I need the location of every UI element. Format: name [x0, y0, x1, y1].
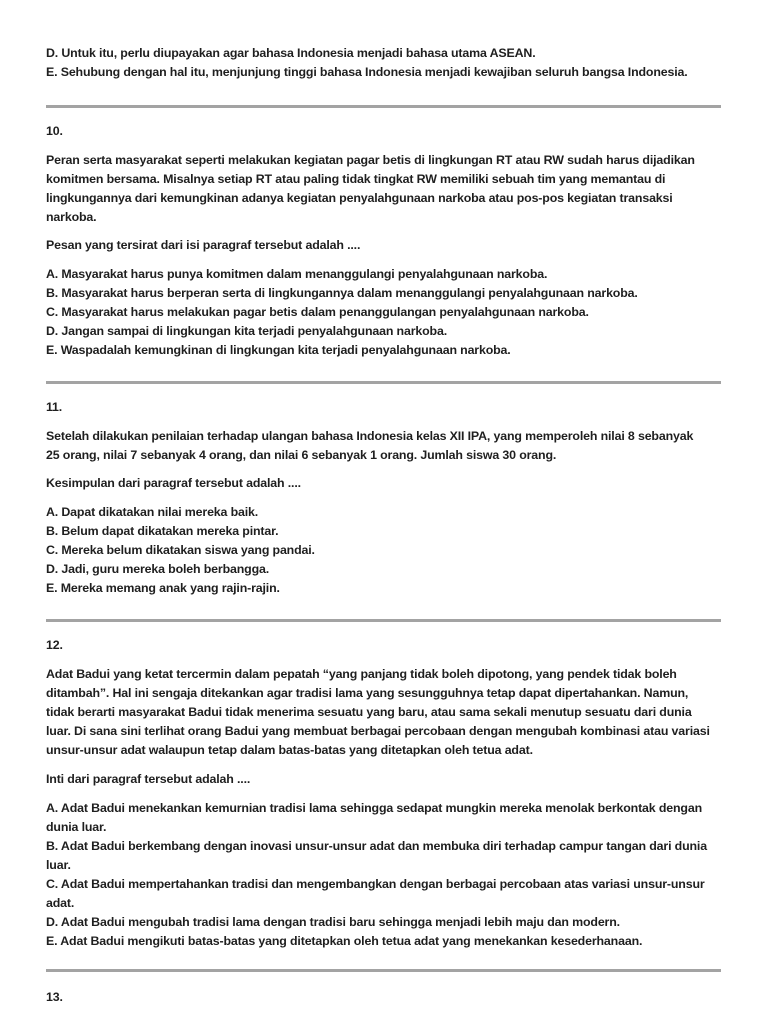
divider: [46, 105, 721, 108]
question-paragraph-line: 25 orang, nilai 7 sebanyak 4 orang, dan nilai 6 sebanyak 1 orang. Jumlah siswa 30 orang.: [46, 448, 557, 462]
option-b: B. Belum dapat dikatakan mereka pintar.: [46, 524, 279, 538]
question-paragraph-line: komitmen bersama. Misalnya setiap RT atau paling tidak tingkat RW memiliki sebuah tim yang memantau di: [46, 172, 666, 186]
question-paragraph-line: Peran serta masyarakat seperti melakukan kegiatan pagar betis di lingkungan RT atau RW sudah harus dijadikan: [46, 153, 695, 167]
question-paragraph-line: ditambah”. Hal ini sengaja ditekankan agar tradisi lama yang sesungguhnya tetap dapat dipertahankan. Namun,: [46, 686, 689, 700]
question-paragraph-line: Adat Badui yang ketat tercermin dalam pepatah “yang panjang tidak boleh dipotong, yang pendek tidak boleh: [46, 667, 677, 681]
option-d: D. Jangan sampai di lingkungan kita terjadi penyalahgunaan narkoba.: [46, 324, 448, 338]
option-c-continued: adat.: [46, 896, 75, 910]
option-a: A. Adat Badui menekankan kemurnian tradisi lama sehingga sedapat mungkin mereka menolak berkontak dengan: [46, 801, 702, 815]
option-a-continued: dunia luar.: [46, 820, 107, 834]
question-number: 12.: [46, 638, 63, 652]
question-paragraph-line: lingkungannya dari kemungkinan adanya kegiatan penyalahgunaan narkoba atau pos-pos kegiatan transaksi: [46, 191, 673, 205]
option-a: A. Masyarakat harus punya komitmen dalam menanggulangi penyalahgunaan narkoba.: [46, 267, 548, 281]
question-paragraph-line: narkoba.: [46, 210, 97, 224]
option-d: D. Jadi, guru mereka boleh berbangga.: [46, 562, 270, 576]
question-prompt: Pesan yang tersirat dari isi paragraf tersebut adalah ....: [46, 238, 361, 252]
option-b: B. Adat Badui berkembang dengan inovasi unsur-unsur adat dan membuka diri terhadap campur tangan dari dunia: [46, 839, 707, 853]
question-prompt: Kesimpulan dari paragraf tersebut adalah ....: [46, 476, 301, 490]
option-b-continued: luar.: [46, 858, 71, 872]
option-c: C. Mereka belum dikatakan siswa yang pandai.: [46, 543, 315, 557]
question-number: 13.: [46, 990, 63, 1004]
option-c: C. Adat Badui mempertahankan tradisi dan mengembangkan dengan berbagai percobaan atas variasi unsur-unsur: [46, 877, 705, 891]
option-e: E. Waspadalah kemungkinan di lingkungan kita terjadi penyalahgunaan narkoba.: [46, 343, 511, 357]
divider: [46, 619, 721, 622]
option-e: E. Sehubung dengan hal itu, menjunjung tinggi bahasa Indonesia menjadi kewajiban seluruh bangsa Indonesia.: [46, 65, 688, 79]
divider: [46, 969, 721, 972]
divider: [46, 381, 721, 384]
question-prompt: Inti dari paragraf tersebut adalah ....: [46, 772, 251, 786]
option-d: D. Adat Badui mengubah tradisi lama dengan tradisi baru sehingga menjadi lebih maju dan modern.: [46, 915, 620, 929]
option-c: C. Masyarakat harus melakukan pagar betis dalam penanggulangan penyalahgunaan narkoba.: [46, 305, 589, 319]
question-paragraph-line: luar. Di sana sini terlihat orang Badui yang membuat berbagai percobaan dengan mengubah kombinasi atau variasi: [46, 724, 710, 738]
question-paragraph-line: Setelah dilakukan penilaian terhadap ulangan bahasa Indonesia kelas XII IPA, yang memperoleh nilai 8 sebanyak: [46, 429, 694, 443]
question-paragraph-line: tidak berarti masyarakat Badui tidak menerima sesuatu yang baru, atau sama sekali menutup sesuatu dari dunia: [46, 705, 692, 719]
question-number: 11.: [46, 400, 63, 414]
option-a: A. Dapat dikatakan nilai mereka baik.: [46, 505, 259, 519]
option-b: B. Masyarakat harus berperan serta di lingkungannya dalam menanggulangi penyalahgunaan narkoba.: [46, 286, 638, 300]
question-paragraph-line: unsur-unsur adat walaupun tetap dalam batas-batas yang ditetapkan oleh tetua adat.: [46, 743, 533, 757]
option-e: E. Mereka memang anak yang rajin-rajin.: [46, 581, 280, 595]
option-e: E. Adat Badui mengikuti batas-batas yang ditetapkan oleh tetua adat yang menekankan kesederhanaan.: [46, 934, 643, 948]
question-number: 10.: [46, 124, 63, 138]
option-d: D. Untuk itu, perlu diupayakan agar bahasa Indonesia menjadi bahasa utama ASEAN.: [46, 46, 536, 60]
